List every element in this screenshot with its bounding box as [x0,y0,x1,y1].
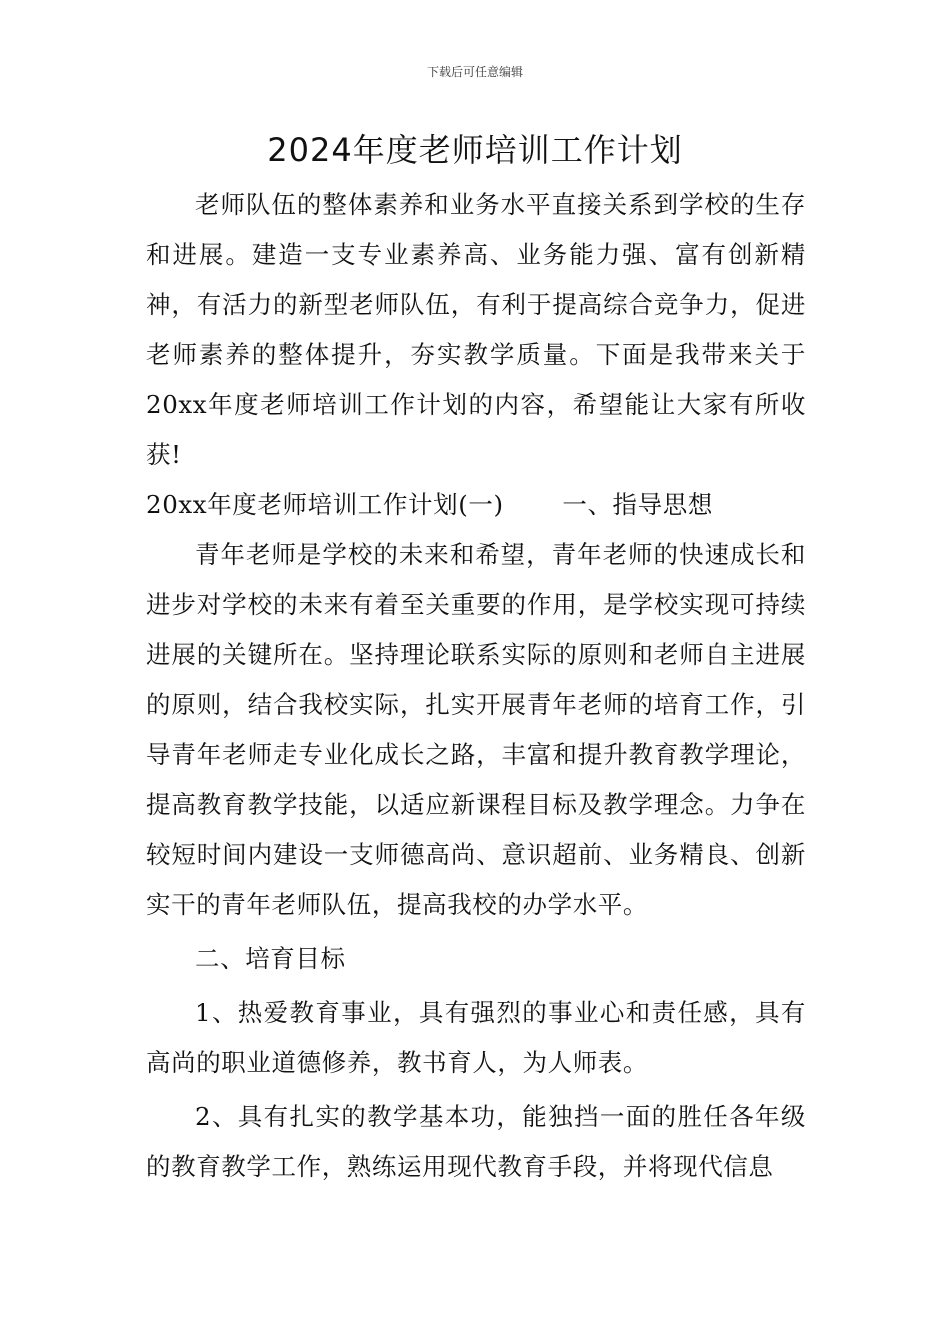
section2-heading: 二、培育目标 [195,944,346,973]
goal-2-paragraph: 2、具有扎实的教学基本功，能独挡一面的胜任各年级的教育教学工作，熟练运用现代教育手段，并将现代信息 [146,1102,806,1181]
section1-paragraph: 青年老师是学校的未来和希望，青年老师的快速成长和进步对学校的未来有着至关重要的作用，是学校实现可持续进展的关键所在。坚持理论联系实际的原则和老师自主进展的原则，结合我校实际，扎实开展青年老师的培育工作，引导青年老师走专业化成长之路，丰富和提升教育教学理论，提高教育教学技能，以适应新课程目标及教学理念。力争在较短时间内建设一支师德高尚、意识超前、业务精良、创新实干的青年老师队伍，提高我校的办学水平。 [146,540,806,919]
header-note: 下载后可任意编辑 [426,65,523,79]
document-title: 2024年度老师培训工作计划 [267,131,683,169]
goal-1-paragraph: 1、热爱教育事业，具有强烈的事业心和责任感，具有高尚的职业道德修养，教书育人，为人师表。 [146,998,806,1077]
plan-heading-line [146,480,806,530]
section1-heading: 一、指导思想 [562,490,713,519]
plan-heading: 20xx年度老师培训工作计划(一) [146,490,504,519]
intro-paragraph: 老师队伍的整体素养和业务水平直接关系到学校的生存和进展。建造一支专业素养高、业务能力强、富有创新精神，有活力的新型老师队伍，有利于提高综合竞争力，促进老师素养的整体提升，夯实教学质量。下面是我带来关于20xx年度老师培训工作计划的内容，希望能让大家有所收获! [146,190,806,469]
document-body [146,180,806,1192]
